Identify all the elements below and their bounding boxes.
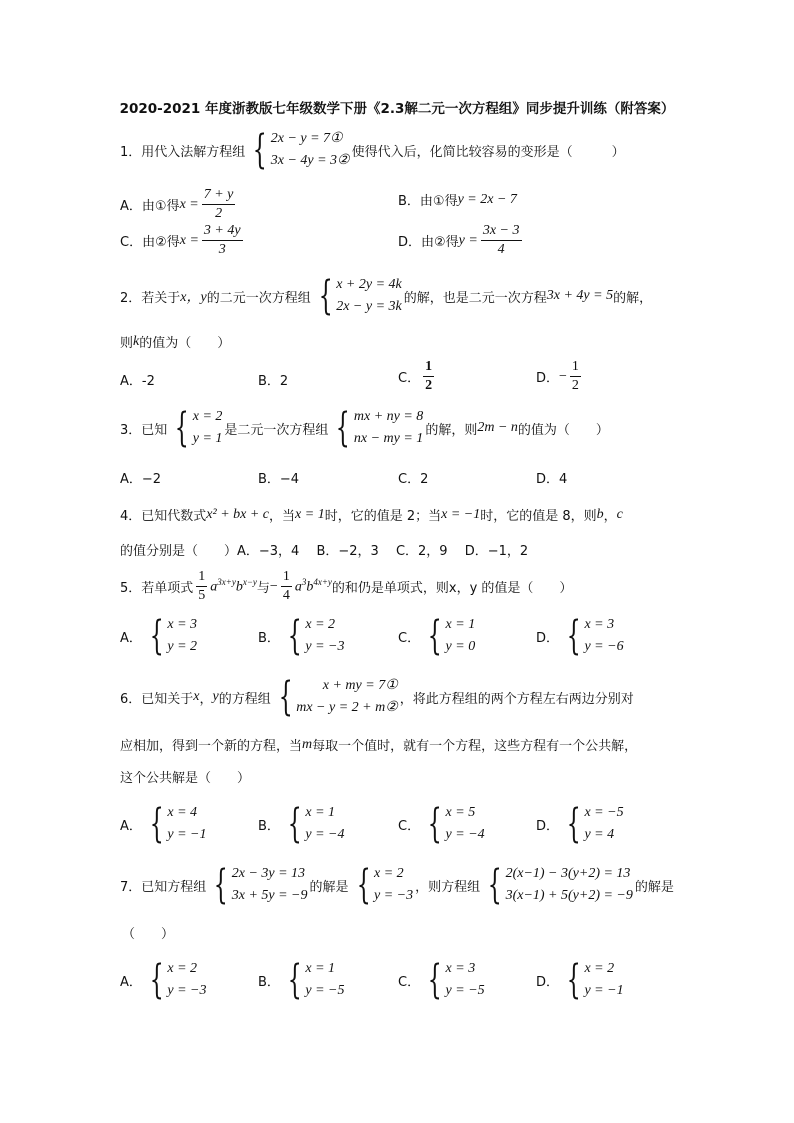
question-7-line2: （ ） bbox=[122, 927, 175, 942]
question-4: 4．已知代数式 x² + bx + c ，当 x = 1 时，它的值是 2；当 x = −1 时，它的值是 8，则 b ， c bbox=[120, 506, 623, 524]
question-1: 1．用代入法解方程组 { 2x − y = 7① 3x − 4y = 3② 使得代入后，化简比较容易的变形是（ ） bbox=[120, 127, 625, 173]
question-6-line2: 应相加，得到一个新的方程，当 m 每取一个值时，就有一个方程，这些方程有一个公共解， bbox=[120, 736, 638, 754]
q3-option-a[interactable]: A．−2 bbox=[120, 472, 162, 487]
q5-option-c[interactable]: C． { x = 1 y = 0 bbox=[398, 613, 476, 659]
question-2: 2．若关于 x，y 的二元一次方程组 { x + 2y = 4k 2x − y = 3k 的解，也是二元一次方程 3x + 4y = 5 的解， bbox=[120, 273, 653, 319]
q7-option-c[interactable]: C． { x = 3 y = −5 bbox=[398, 957, 485, 1003]
q3-option-d[interactable]: D．4 bbox=[536, 472, 568, 487]
question-2-line2: 则 k 的值为（ ） bbox=[120, 333, 231, 351]
question-4-line2: 的值分别是（ ）A．−3，4 B．−2，3 C．2，9 D．−1，2 bbox=[120, 544, 529, 559]
q1-option-d[interactable]: D．由②得 y = $\frac{3x - 3}{4}$ bbox=[398, 223, 520, 257]
q2-option-b[interactable]: B．2 bbox=[258, 374, 289, 389]
q6-option-a[interactable]: A． { x = 4 y = −1 bbox=[120, 801, 207, 847]
q1-stem: 1．用代入法解方程组 bbox=[120, 144, 246, 160]
question-6-line3: 这个公共解是（ ） bbox=[120, 771, 251, 786]
q2-option-a[interactable]: A．-2 bbox=[120, 374, 155, 389]
equation-system: { 2x − y = 7① 3x − 4y = 3② bbox=[253, 127, 350, 173]
page-title: 2020-2021 年度浙教版七年级数学下册《2.3解二元一次方程组》同步提升训练（附答案） bbox=[119, 101, 675, 117]
q1-option-a[interactable]: A．由①得 x = $\frac{7 + y}{2}$ bbox=[120, 187, 234, 221]
q2-option-d[interactable]: D． − $\frac{1}{2}$ bbox=[536, 359, 579, 393]
q6-option-d[interactable]: D． { x = −5 y = 4 bbox=[536, 801, 624, 847]
question-6: 6．已知关于 x ， y 的方程组 { x + my = 7① mx − y = 2 + m② ，将此方程组的两个方程左右两边分别对 bbox=[120, 674, 634, 720]
q3-option-b[interactable]: B．−4 bbox=[258, 472, 300, 487]
q7-option-d[interactable]: D． { x = 2 y = −1 bbox=[536, 957, 624, 1003]
question-7: 7．已知方程组 { 2x − 3y = 13 3x + 5y = −9 的解是 { x = 2 y = −3 ，则方程组 { 2(x−1) − 3(y+2) = 13 3(x−1) + 5(y+2) = −9 的解是 bbox=[120, 862, 674, 908]
q3-option-c[interactable]: C．2 bbox=[398, 472, 429, 487]
q5-option-b[interactable]: B． { x = 2 y = −3 bbox=[258, 613, 345, 659]
q6-option-b[interactable]: B． { x = 1 y = −4 bbox=[258, 801, 345, 847]
q1-option-c[interactable]: C．由②得 x = $\frac{3 + 4y}{3}$ bbox=[120, 223, 241, 257]
q1-option-b[interactable]: B．由①得 y = 2x − 7 bbox=[398, 191, 517, 209]
q5-option-d[interactable]: D． { x = 3 y = −6 bbox=[536, 613, 624, 659]
q7-option-b[interactable]: B． { x = 1 y = −5 bbox=[258, 957, 345, 1003]
q5-option-a[interactable]: A． { x = 3 y = 2 bbox=[120, 613, 198, 659]
question-5: 5．若单项式 $\frac{1}{5}$ $a^{3x+y}b^{x-y}$ 与 − $\frac{1}{4}$ $a^3b^{4x+y}$ 的和仍是单项式，则x，y 的值是（ ） bbox=[120, 569, 573, 603]
question-3: 3．已知 { x = 2 y = 1 是二元一次方程组 { mx + ny = 8 nx − my = 1 的解，则 2m − n 的值为（ ） bbox=[120, 405, 609, 451]
q2-option-c[interactable]: C． $\frac{1}{2}$ bbox=[398, 359, 433, 393]
q6-option-c[interactable]: C． { x = 5 y = −4 bbox=[398, 801, 485, 847]
q7-option-a[interactable]: A． { x = 2 y = −3 bbox=[120, 957, 207, 1003]
